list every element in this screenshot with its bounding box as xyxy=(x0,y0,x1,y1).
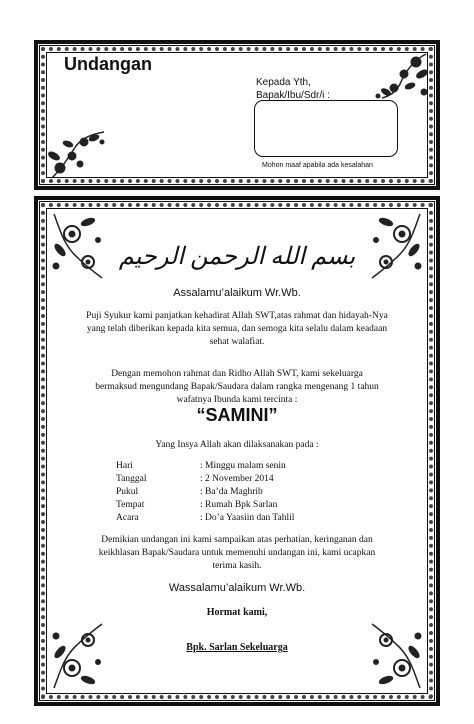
schedule-intro: Yang Insya Allah akan dilaksanakan pada : xyxy=(155,440,319,450)
closing-paragraph xyxy=(68,534,406,573)
paragraph-line: yang telah diberikan kepada kita semua, dan semoga kita selalu dalam keadaan xyxy=(86,324,388,334)
paragraph-line: keikhlasan Bapak/Saudara untuk memenuhi undangan ini, kami ucapkan xyxy=(98,548,376,558)
detail-label: Hari xyxy=(116,461,133,471)
paragraph-line: bermaksud mengundang Bapak/Saudara dalam rangka mengenang 1 tahun xyxy=(95,382,379,392)
floral-corner-bottom-left-icon xyxy=(48,620,108,692)
paragraph-line: wafatnya Ibunda kami tercinta : xyxy=(176,395,298,405)
bismillah-calligraphy: بسم الله الرحمن الرحيم xyxy=(118,244,356,270)
detail-label: Tanggal xyxy=(116,474,147,484)
detail-row xyxy=(116,473,294,486)
recipient-label-line1: Kepada Yth, xyxy=(256,77,311,88)
detail-value: : 2 November 2014 xyxy=(200,474,274,484)
paragraph-line: terima kasih. xyxy=(212,561,262,571)
paragraph-line: sehat walafiat. xyxy=(209,337,265,347)
invitation-title: Undangan xyxy=(64,54,152,74)
detail-value: : Minggu malam senin xyxy=(200,461,286,471)
recipient-address-box xyxy=(254,100,398,157)
signer-name: Bpk. Sarlan Sekeluarga xyxy=(186,642,288,653)
detail-label: Acara xyxy=(116,513,139,523)
detail-label: Pukul xyxy=(116,487,139,497)
detail-label: Tempat xyxy=(116,500,145,510)
floral-corner-bottom-right-icon xyxy=(366,620,426,692)
detail-row xyxy=(116,499,294,512)
apology-note: Mohon maaf apabila ada kesalahan xyxy=(262,162,373,169)
detail-row xyxy=(116,460,294,473)
envelope-card xyxy=(34,40,440,190)
detail-row xyxy=(116,486,294,499)
detail-value: : Do’a Yaasiin dan Tahlil xyxy=(200,513,295,523)
paragraph-line: Dengan memohon rahmat dan Ridho Allah SWT, kami sekeluarga xyxy=(111,369,363,379)
event-details xyxy=(116,460,294,525)
opening-greeting: Assalamu’alaikum Wr.Wb. xyxy=(173,287,301,299)
floral-ornament-icon xyxy=(46,128,116,182)
detail-row xyxy=(116,512,294,525)
deceased-name: “SAMINI” xyxy=(196,405,278,425)
regards-text: Hormat kami, xyxy=(206,607,268,618)
invitation-paragraph xyxy=(68,368,406,407)
detail-value: : Ba’da Maghrib xyxy=(200,487,263,497)
paragraph-line: Puji Syukur kami panjatkan kehadirat Allah SWT,atas rahmat dan hidayah-Nya xyxy=(86,311,388,321)
detail-value: : Rumah Bpk Sarlan xyxy=(200,500,278,510)
recipient-label xyxy=(256,76,330,102)
closing-greeting: Wassalamu’alaikum Wr.Wb. xyxy=(168,582,306,594)
letter-card xyxy=(34,196,440,706)
paragraph-line: Demikian undangan ini kami sampaikan atas perhatian, keringanan dan xyxy=(101,535,373,545)
opening-paragraph xyxy=(68,310,406,349)
floral-ornament-icon xyxy=(364,50,432,102)
recipient-label-line2: Bapak/Ibu/Sdr/i : xyxy=(256,90,330,101)
